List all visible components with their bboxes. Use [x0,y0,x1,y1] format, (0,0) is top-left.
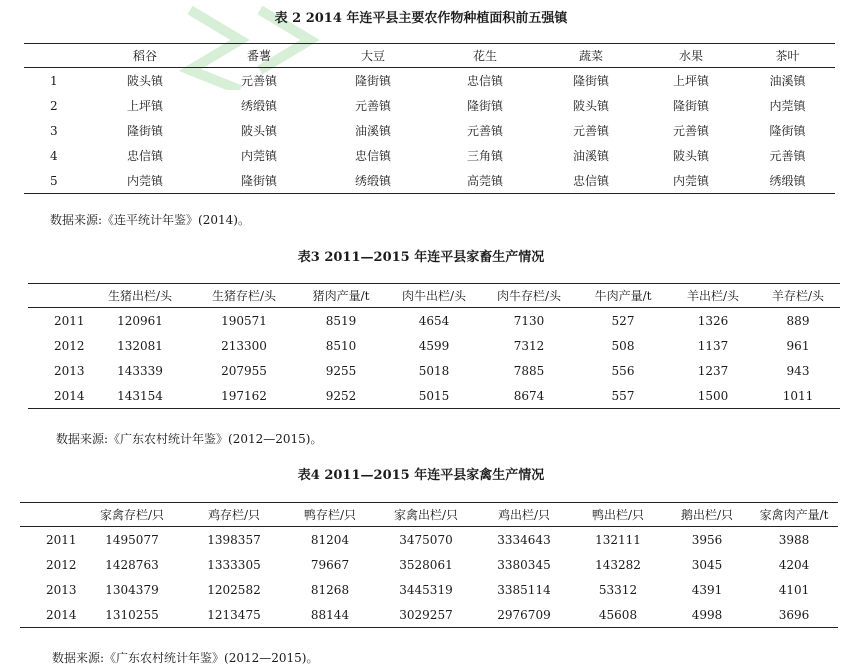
table2-caption: 表 2 2014 年连平县主要农作物种植面积前五强镇 [274,11,568,26]
table3-column-header [28,284,88,308]
row-label: 2011 [54,313,85,328]
row-label: 2012 [46,557,77,572]
table2-column-header: 稻谷 [88,44,202,68]
table2-column-header: 水果 [642,44,740,68]
table-row [28,333,840,358]
table4-column-header [20,503,80,527]
table3-column-header: 羊出栏/头 [670,284,756,308]
row-label: 2 [50,98,58,113]
table2-column-header: 茶叶 [740,44,835,68]
table-cell: 3696 [750,602,838,628]
table-cell: 隆街镇 [202,168,316,194]
table-cell: 隆街镇 [769,124,806,138]
table4-column-header: 鹅出栏/只 [664,503,750,527]
table-cell: 527 [611,313,635,328]
table-row [28,383,840,409]
row-label: 4 [50,148,58,163]
table-row [24,93,835,118]
table2 [24,43,835,194]
table-cell: 132081 [117,338,163,353]
row-label: 3 [50,123,58,138]
table-cell: 190571 [221,313,267,328]
table4-column-header: 家禽存栏/只 [80,503,184,527]
table-cell: 陂头镇 [672,149,709,163]
table-cell: 7130 [513,313,545,328]
table-cell: 4654 [418,313,450,328]
table2-header-row [24,44,835,68]
table-cell: 557 [576,383,670,409]
table-cell: 元善镇 [466,124,503,138]
table-cell: 508 [611,338,635,353]
table-cell: 8674 [482,383,576,409]
table-cell: 1500 [670,383,756,409]
table-cell: 120961 [117,313,163,328]
table4-column-header: 鸭存栏/只 [284,503,376,527]
row-label: 1 [50,73,58,88]
table-cell: 2976709 [476,602,572,628]
table-cell: 3528061 [399,557,453,572]
table2-block [0,10,842,28]
row-label: 2013 [46,582,77,597]
row-label: 2014 [20,602,80,628]
table4-column-header: 鸡存栏/只 [184,503,284,527]
table-cell: 7312 [513,338,545,353]
table-row [24,118,835,143]
table4-column-header: 家禽出栏/只 [376,503,476,527]
table3-header-row [28,284,840,308]
table-cell: 213300 [221,338,267,353]
table-cell: 元善镇 [769,149,806,163]
table-cell: 内莞镇 [240,149,277,163]
table-row [20,527,838,553]
table-cell: 陂头镇 [240,124,277,138]
table-cell: 1137 [697,338,729,353]
table-cell: 3334643 [497,532,551,547]
table-cell: 隆街镇 [572,74,609,88]
table-cell: 207955 [221,363,267,378]
table-cell: 元善镇 [572,124,609,138]
table3-source: 数据来源:《广东农村统计年鉴》(2012—2015)。 [56,432,323,446]
table-cell: 上坪镇 [126,99,163,113]
row-label: 2014 [28,383,88,409]
table-cell: 81268 [310,582,350,597]
table-cell: 高莞镇 [430,168,540,194]
table-cell: 143339 [117,363,163,378]
table-cell: 961 [786,338,810,353]
table2-column-header [24,44,88,68]
table3-column-header: 牛肉产量/t [576,284,670,308]
table-cell: 88144 [284,602,376,628]
table-cell: 1310255 [80,602,184,628]
table-row [20,602,838,628]
row-label: 2013 [54,363,85,378]
table-cell: 三角镇 [466,149,503,163]
table-cell: 889 [786,313,810,328]
table2-source: 数据来源:《连平统计年鉴》(2014)。 [50,213,250,227]
table3 [28,283,840,409]
table-cell: 9252 [296,383,386,409]
table-cell: 上坪镇 [672,74,709,88]
table-cell: 3029257 [376,602,476,628]
table-cell: 4391 [691,582,723,597]
table-cell: 3988 [778,532,810,547]
table-cell: 1011 [756,383,840,409]
table-row [20,577,838,602]
table-cell: 943 [786,363,810,378]
table-cell: 1326 [697,313,729,328]
table2-column-header: 花生 [430,44,540,68]
table-cell: 5018 [418,363,450,378]
table-cell: 隆街镇 [126,124,163,138]
table-cell: 3380345 [497,557,551,572]
table-cell: 绣缎镇 [740,168,835,194]
row-label: 2012 [54,338,85,353]
table-cell: 1495077 [105,532,159,547]
table-cell: 3475070 [399,532,453,547]
table-cell: 隆街镇 [466,99,503,113]
table4-source: 数据来源:《广东农村统计年鉴》(2012—2015)。 [52,651,319,665]
table-cell: 1237 [697,363,729,378]
table-cell: 元善镇 [354,99,391,113]
table-cell: 4998 [664,602,750,628]
table-cell: 忠信镇 [466,74,503,88]
table4 [20,502,838,628]
table-cell: 7885 [513,363,545,378]
table2-column-header: 大豆 [316,44,430,68]
table-cell: 3956 [691,532,723,547]
table-cell: 油溪镇 [572,149,609,163]
table-cell: 81204 [310,532,350,547]
table-cell: 4599 [418,338,450,353]
table-cell: 143154 [88,383,192,409]
table-cell: 内莞镇 [642,168,740,194]
table-cell: 8519 [325,313,357,328]
table-cell: 内莞镇 [769,99,806,113]
table-cell: 1398357 [207,532,261,547]
table-cell: 1213475 [184,602,284,628]
table-cell: 45608 [572,602,664,628]
table2-column-header: 蔬菜 [540,44,642,68]
table-row [24,168,835,194]
table-cell: 132111 [595,532,641,547]
table-cell: 8510 [325,338,357,353]
row-label: 2011 [46,532,77,547]
table2-column-header: 番薯 [202,44,316,68]
table-cell: 陂头镇 [572,99,609,113]
table-cell: 忠信镇 [354,149,391,163]
table-cell: 绣缎镇 [240,99,277,113]
table4-column-header: 家禽肉产量/t [750,503,838,527]
table-cell: 4101 [778,582,810,597]
table-cell: 隆街镇 [672,99,709,113]
table-cell: 197162 [192,383,296,409]
table3-column-header: 猪肉产量/t [296,284,386,308]
table-cell: 143282 [595,557,641,572]
table-cell: 元善镇 [672,124,709,138]
table-cell: 忠信镇 [126,149,163,163]
table-cell: 1202582 [207,582,261,597]
table4-column-header: 鸭出栏/只 [572,503,664,527]
table-cell: 5015 [386,383,482,409]
table-cell: 1333305 [207,557,261,572]
table-cell: 隆街镇 [354,74,391,88]
table-cell: 油溪镇 [769,74,806,88]
table-cell: 9255 [325,363,357,378]
table-cell: 3045 [691,557,723,572]
table-row [24,143,835,168]
table-cell: 4204 [778,557,810,572]
table3-column-header: 羊存栏/头 [756,284,840,308]
table4-caption: 表4 2011—2015 年连平县家禽生产情况 [297,468,545,483]
table-cell: 1304379 [105,582,159,597]
table-row [24,68,835,94]
table3-column-header: 生猪出栏/头 [88,284,192,308]
table-cell: 忠信镇 [540,168,642,194]
table4-block [0,467,842,485]
table4-column-header: 鸡出栏/只 [476,503,572,527]
table3-column-header: 生猪存栏/头 [192,284,296,308]
table-cell: 79667 [310,557,350,572]
table-row [20,552,838,577]
table-cell: 53312 [598,582,638,597]
table-row [28,358,840,383]
table3-column-header: 肉牛存栏/头 [482,284,576,308]
table-cell: 1428763 [105,557,159,572]
table-cell: 元善镇 [240,74,277,88]
table-cell: 内莞镇 [88,168,202,194]
table-cell: 油溪镇 [354,124,391,138]
table4-header-row [20,503,838,527]
table-row [28,308,840,334]
table-cell: 556 [611,363,635,378]
table3-caption: 表3 2011—2015 年连平县家畜生产情况 [297,250,545,265]
table-cell: 3445319 [399,582,453,597]
table-cell: 3385114 [497,582,551,597]
row-label: 5 [24,168,88,194]
table-cell: 绣缎镇 [316,168,430,194]
table-cell: 陂头镇 [126,74,163,88]
table3-column-header: 肉牛出栏/头 [386,284,482,308]
table3-block [0,249,842,267]
